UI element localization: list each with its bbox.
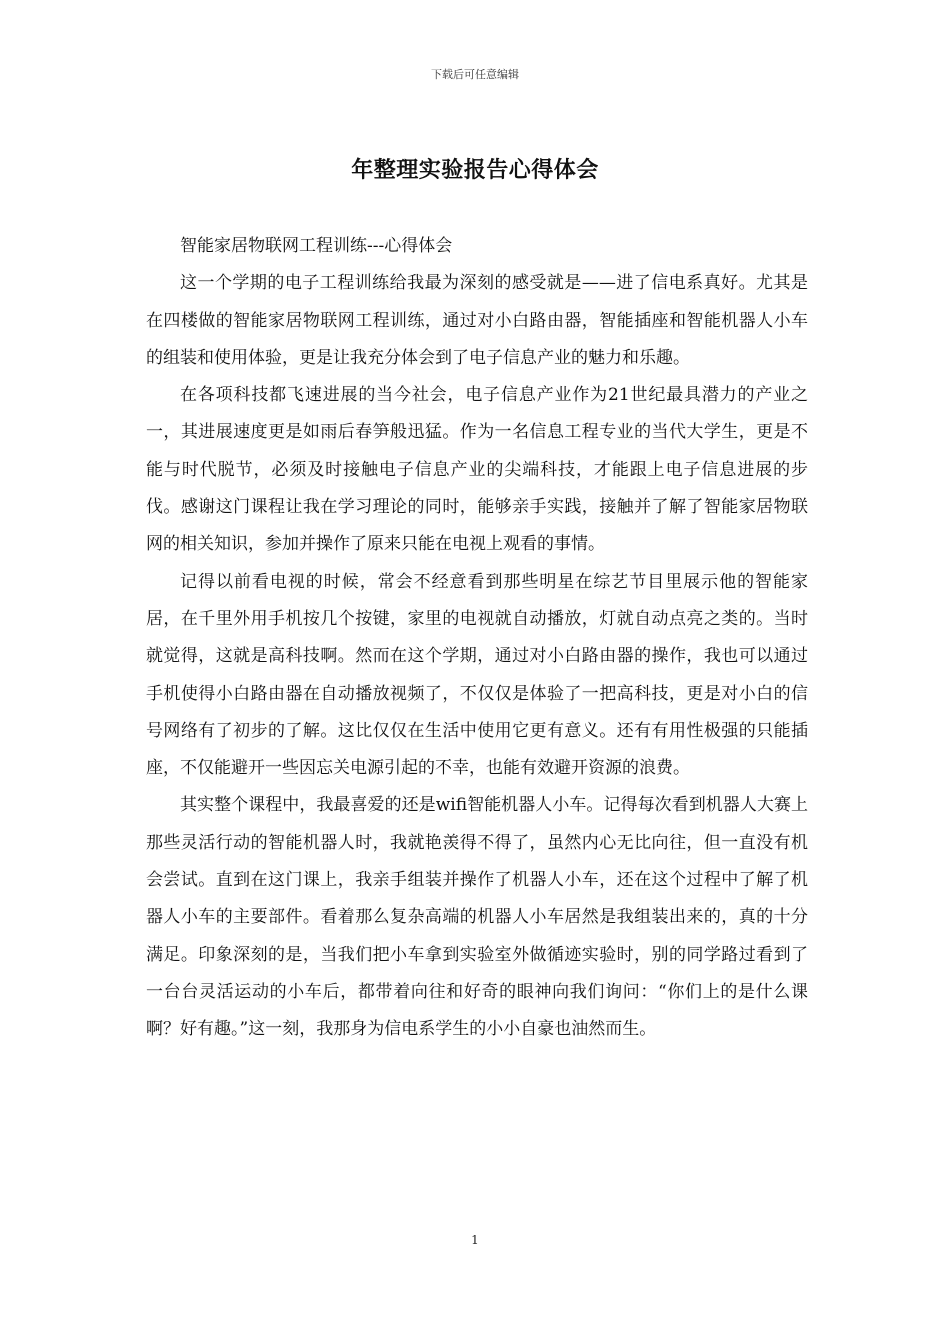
paragraph: 这一个学期的电子工程训练给我最为深刻的感受就是——进了信电系真好。尤其是在四楼做的智能家居物联网工程训练，通过对小白路由器，智能插座和智能机器人小车的组装和使用体验，更是让我充分体会到了电子信息产业的魅力和乐趣。 — [146, 273, 808, 368]
paragraph-subtitle: 智能家居物联网工程训练---心得体会 — [180, 236, 453, 256]
header-note: 下载后可任意编辑 — [431, 68, 519, 81]
page-number: 1 — [471, 1233, 479, 1247]
paragraph: 记得以前看电视的时候，常会不经意看到那些明星在综艺节目里展示他的智能家居，在千里外用手机按几个按键，家里的电视就自动播放，灯就自动点亮之类的。当时就觉得，这就是高科技啊。然而在这个学期，通过对小白路由器的操作，我也可以通过手机使得小白路由器在自动播放视频了，不仅仅是体验了一把高科技，更是对小白的信号网络有了初步的了解。这比仅仅在生活中使用它更有意义。还有有用性极强的只能插座，不仅能避开一些因忘关电源引起的不幸，也能有效避开资源的浪费。 — [146, 571, 808, 779]
paragraph: 在各项科技都飞速进展的当今社会，电子信息产业作为21世纪最具潜力的产业之一，其进展速度更是如雨后春笋般迅猛。作为一名信息工程专业的当代大学生，更是不能与时代脱节，必须及时接触电子信息产业的尖端科技，才能跟上电子信息进展的步伐。感谢这门课程让我在学习理论的同时，能够亲手实践，接触并了解了智能家居物联网的相关知识，参加并操作了原来只能在电视上观看的事情。 — [146, 385, 808, 555]
document-title: 年整理实验报告心得体会 — [351, 157, 599, 183]
document-body — [146, 228, 808, 1049]
paragraph: 其实整个课程中，我最喜爱的还是wifi智能机器人小车。记得每次看到机器人大赛上那些灵活行动的智能机器人时，我就艳羡得不得了，虽然内心无比向往，但一直没有机会尝试。直到在这门课上，我亲手组装并操作了机器人小车，还在这个过程中了解了机器人小车的主要部件。看着那么复杂高端的机器人小车居然是我组装出来的，真的十分满足。印象深刻的是，当我们把小车拿到实验室外做循迹实验时，别的同学路过看到了一台台灵活运动的小车后，都带着向往和好奇的眼神向我们询问：“你们上的是什么课啊？好有趣。”这一刻，我那身为信电系学生的小小自豪也油然而生。 — [146, 795, 808, 1040]
